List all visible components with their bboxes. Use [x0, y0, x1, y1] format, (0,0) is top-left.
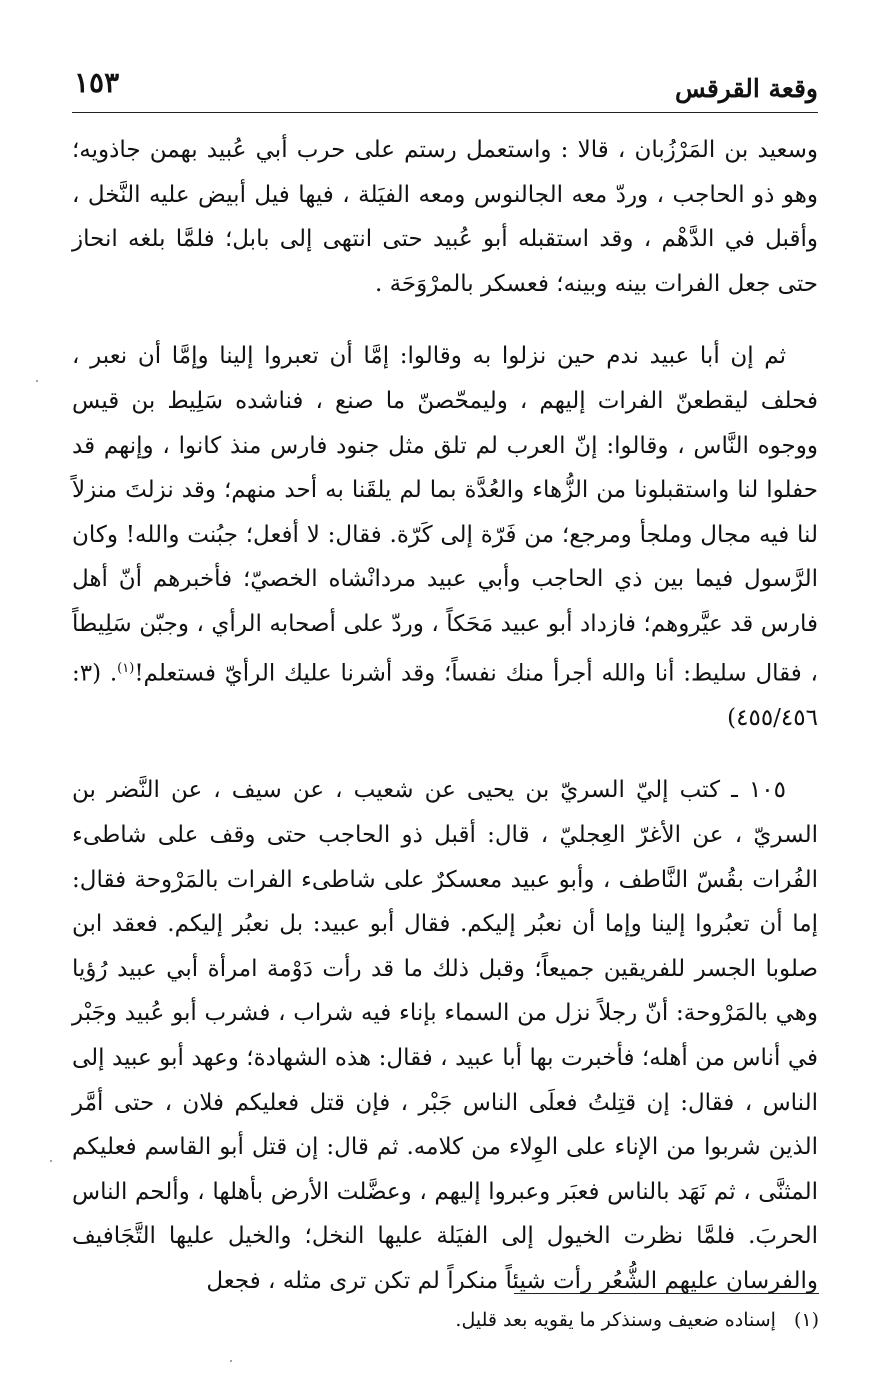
scan-speck [50, 1160, 52, 1162]
paragraph-text: ثم إن أبا عبيد ندم حين نزلوا به وقالوا: إمَّا أن تعبروا إلينا وإمَّا أن نعبر ، فحلف ليقطعنّ الفرات إليهم ، وليمحّصنّ ما صنع ، فناشده سَلِيط بن قيس ووجوه النَّاس ، وقالوا: إنّ العرب لم تلق مثل جنود فارس منذ كانوا ، وإنهم قد حفلوا لنا واستقبلونا من الزُّهاء والعُدَّة بما لم يلقَنا به أحد منهم؛ وقد نزلتَ منزلاً لنا فيه مجال وملجأ ومرجع؛ من فَرّة إلى كَرّة. فقال: لا أفعل؛ جبُنت والله! وكان الرَّسول فيما بين ذي الحاجب وأبي عبيد مردانْشاه الخصيّ؛ فأخبرهم أنّ أهل فارس قد عيَّروهم؛ فازداد أبو عبيد مَحَكاً ، وردّ على أصحابه الرأي ، وجبّن سَلِيطاً ، فقال سليط: أنا والله أجرأ منك نفساً؛ وقد أشرنا عليك الرأيّ فستعلم! [72, 343, 818, 687]
page-number: ١٥٣ [74, 66, 120, 99]
scan-speck [230, 1360, 232, 1362]
footnote-mark: (١) [793, 1309, 819, 1331]
body-text [72, 128, 818, 1304]
source-citation: . (٣: ٤٥٥/٤٥٦) [72, 660, 818, 731]
scan-speck [36, 380, 38, 382]
footnote [119, 1306, 819, 1334]
paragraph [72, 128, 818, 306]
page-header [72, 60, 818, 113]
footnote-divider [514, 1293, 819, 1294]
paragraph [72, 768, 818, 1303]
footnote-reference[interactable]: (١) [117, 660, 135, 676]
paragraph-text: ١٠٥ ـ كتب إليّ السريّ بن يحيى عن شعيب ، عن سيف ، عن النَّضر بن السريّ ، عن الأغرّ العِجليّ ، قال: أقبل ذو الحاجب حتى وقف على شاطىء الفُرات بقُسّ النَّاطف ، وأبو عبيد معسكرٌ على شاطىء الفرات بالمَرْوحة فقال: إما أن تعبُروا إلينا وإما أن نعبُر إليكم. فقال أبو عبيد: بل نعبُر إليكم. فعقد ابن صلوبا الجسر للفريقين جميعاً؛ وقبل ذلك ما قد رأت دَوْمة امرأة أبي عبيد رُؤيا وهي بالمَرْوحة: أنّ رجلاً نزل من السماء بإناء فيه شراب ، فشرب أبو عُبيد وجَبْر في أناس من أهله؛ فأخبرت بها أبا عبيد ، فقال: هذه الشهادة؛ وعهد أبو عبيد إلى الناس ، فقال: إن قتِلتُ فعلَى الناس جَبْر ، فإن قتل فعليكم فلان ، حتى أمَّر الذين شربوا من الإناء على الوِلاء من كلامه. ثم قال: إن قتل أبو القاسم فعليكم المثنَّى ، ثم نَهَد بالناس فعبَر وعبروا إليهم ، وعضَّلت الأرض بأهلها ، وألحم الناس الحربَ. فلمَّا نظرت الخيول إلى الفيَلة عليها النخل؛ والخيل عليها التَّجَافيف والفرسان عليهم الشُّعُر رأت شيئاً منكراً لم تكن ترى مثله ، فجعل [72, 777, 818, 1294]
paragraph-text: وسعيد بن المَرْزُبان ، قالا : واستعمل رستم على حرب أبي عُبيد بهمن جاذويه؛ وهو ذو الحاجب ، وردّ معه الجالنوس ومعه الفيَلة ، فيها فيل أبيض عليه النَّخل ، وأقبل في الدَّهْم ، وقد استقبله أبو عُبيد حتى انتهى إلى بابل؛ فلمَّا بلغه انحاز حتى جعل الفرات بينه وبينه؛ فعسكر بالمرْوَحَة . [72, 137, 818, 297]
running-title: وقعة القرقس [674, 74, 818, 103]
paragraph [72, 334, 818, 740]
footnote-text: إسناده ضعيف وسنذكر ما يقويه بعد قليل. [455, 1309, 776, 1331]
